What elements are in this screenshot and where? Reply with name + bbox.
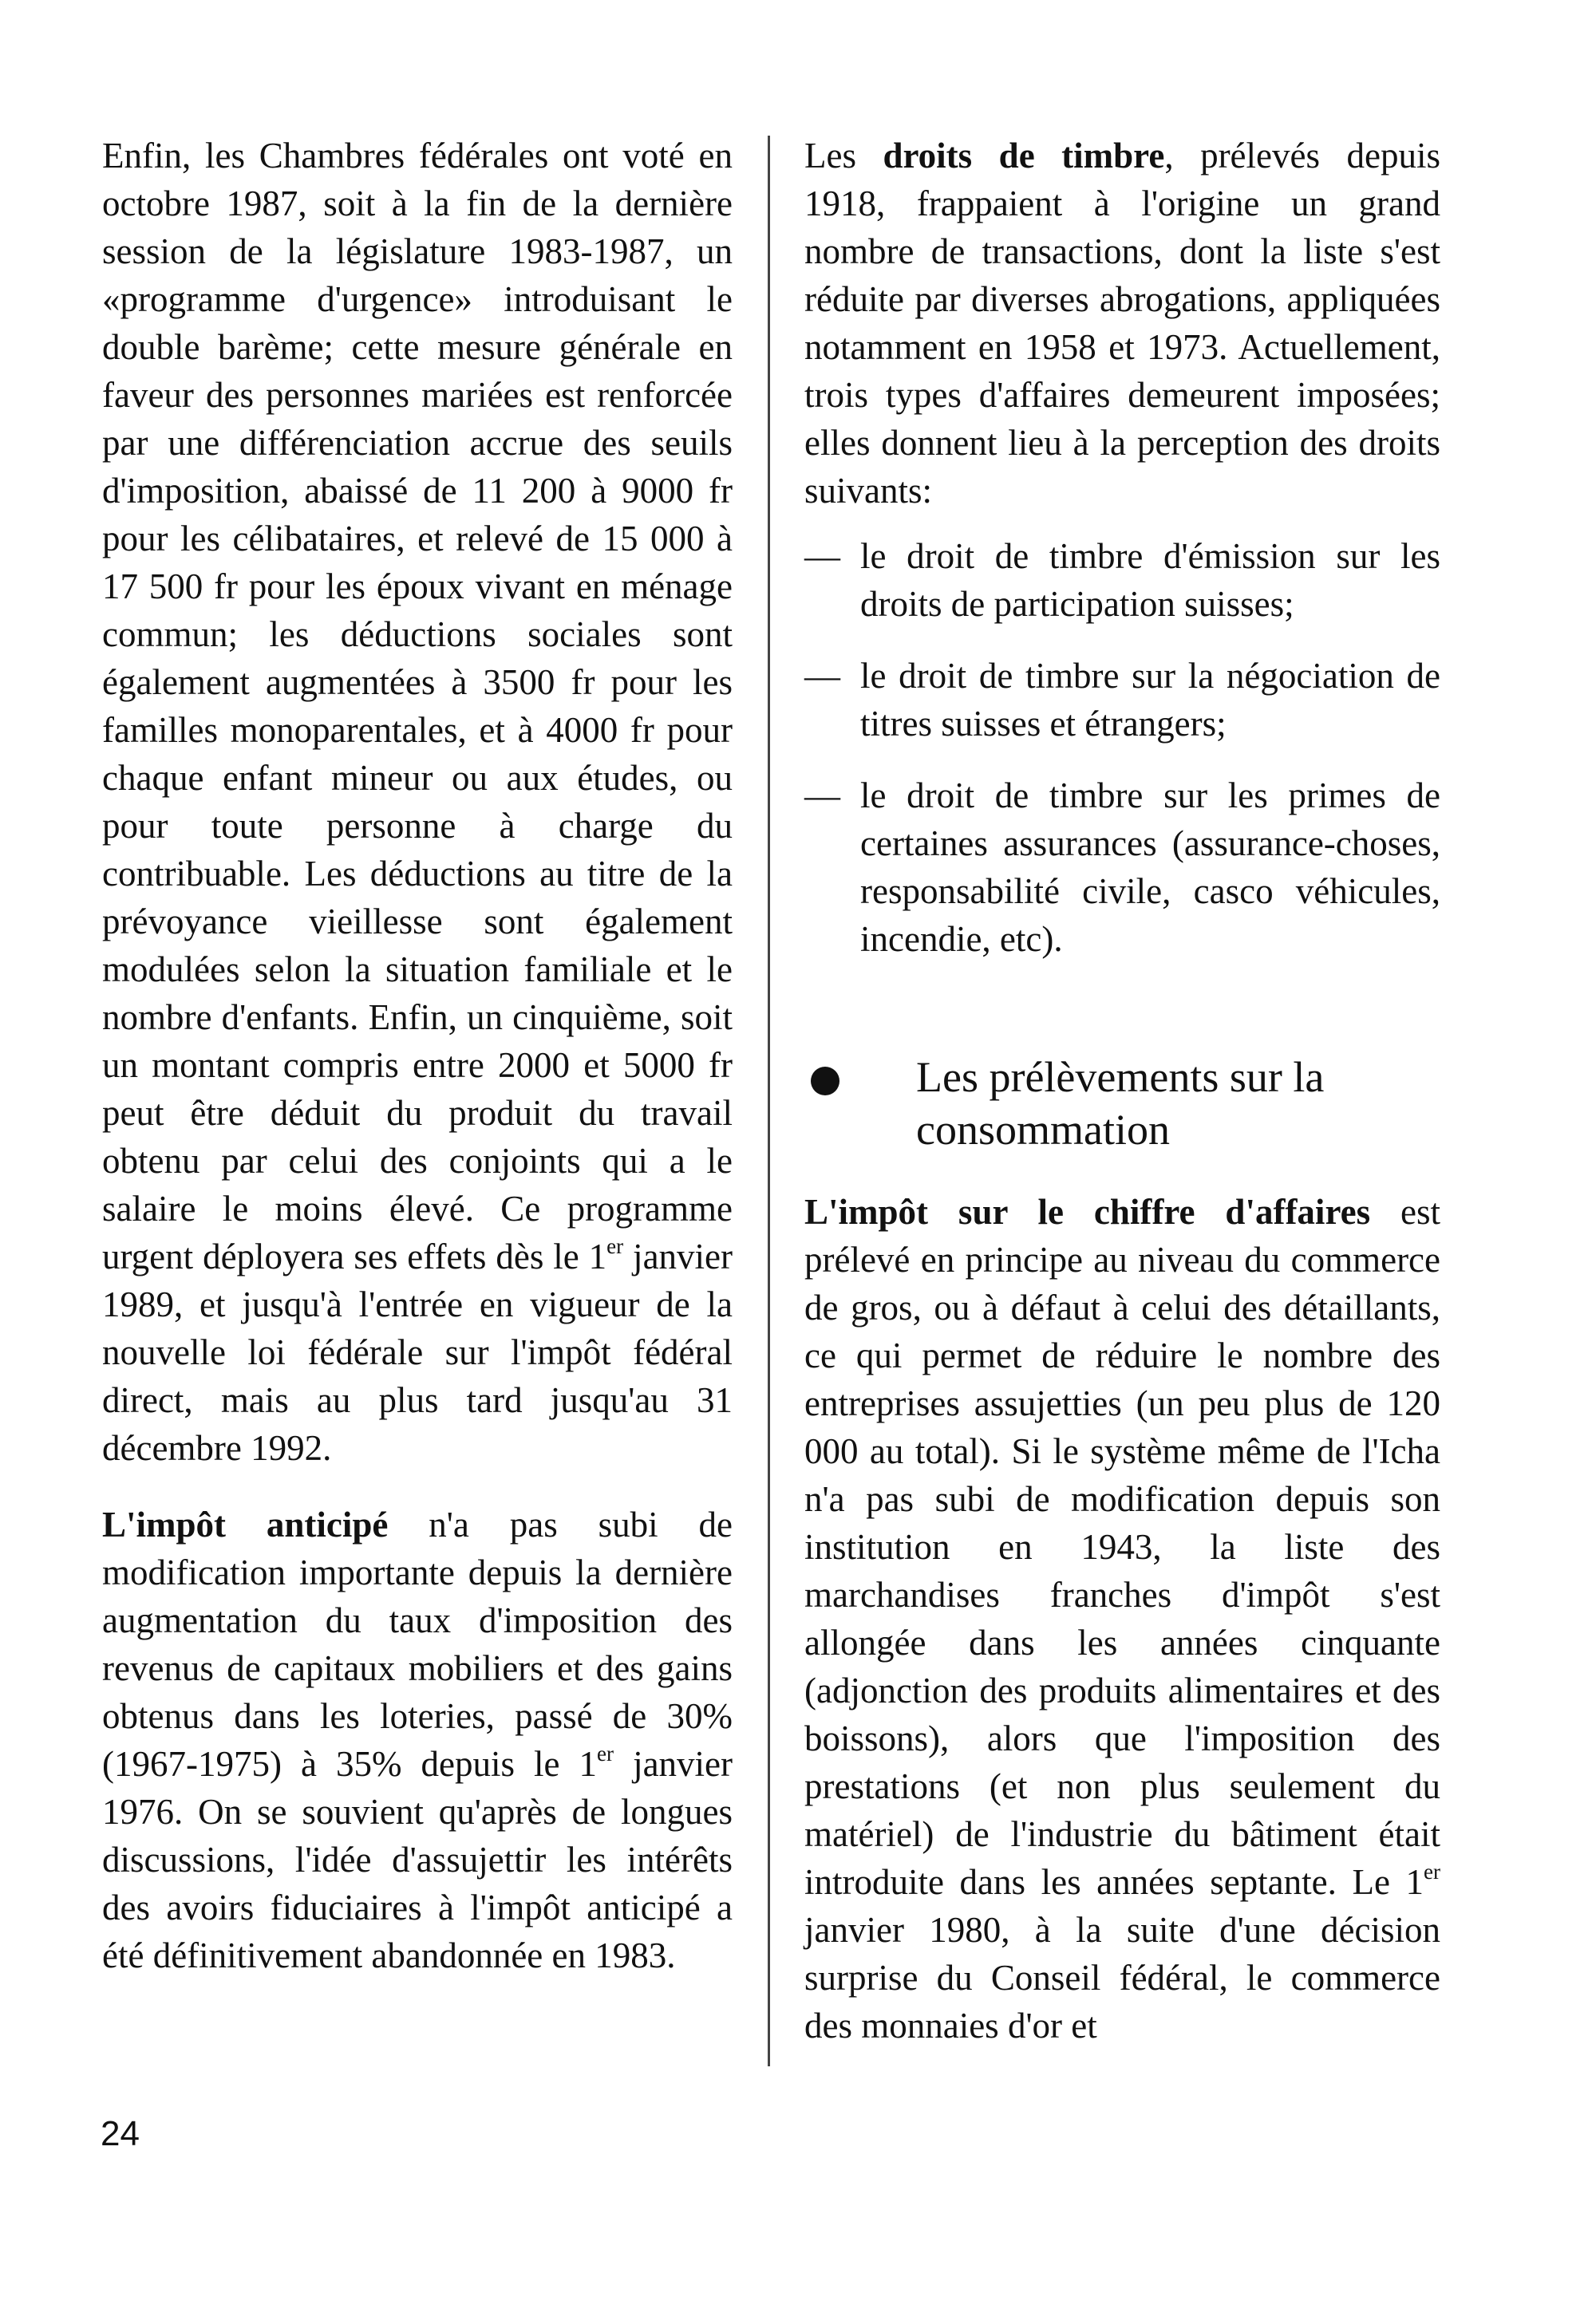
stamp-duties-list [804,532,1440,963]
term-impot-anticipe: L'impôt anticipé [102,1505,389,1545]
left-column [102,132,733,1979]
dash-marker: — [804,775,840,815]
list-item: — le droit de timbre sur la négociation de titres suisses et étrangers; [804,652,1440,748]
dash-marker: — [804,656,840,696]
paragraph-icha: L'impôt sur le chiffre d'affaires est prélevé en principe au niveau du commerce de gros, ou à défaut à celui des détaillants, ce qui permet de réduire le nombre des entreprises assujetties (un peu plus de 120 000 au total). Si le système même de l'Icha n'a pas subi de modification depuis son institution en 1943, la liste des marchandises franches d'impôt s'est allongée dans les années cinquante (adjonction des produits alimentaires et des boissons), alors que l'imposition des prestations (et non plus seulement du matériel) de l'industrie du bâtiment était introduite dans les années septante. Le 1er janvier 1980, à la suite d'une décision surprise du Conseil fédéral, le commerce des monnaies d'or et [804,1192,1440,2046]
list-item: — le droit de timbre d'émission sur les droits de participation suisses; [804,532,1440,628]
column-divider [768,136,770,2066]
bullet-icon [811,1067,839,1095]
paragraph-impot-anticipe: L'impôt anticipé n'a pas subi de modification importante depuis la dernière augmentation du taux d'imposition des revenus de capitaux mobiliers et des gains obtenus dans les loteries, passé de 30% (1967-1975) à 35% depuis le 1er janvier 1976. On se souvient qu'après de longues discussions, l'idée d'assujettir les intérêts des avoirs fiduciaires à l'impôt anticipé a été définitivement abandonnée en 1983. [102,1505,733,1975]
dash-marker: — [804,536,840,576]
section-heading: Les prélèvements sur la consommation [804,1051,1440,1156]
list-item: — le droit de timbre sur les primes de certaines assurances (assurance-choses, responsabilité civile, casco véhicules, incendie, etc). [804,771,1440,963]
paragraph-double-bareme: Enfin, les Chambres fédérales ont voté en octobre 1987, soit à la fin de la dernière session de la législature 1983-1987, un «programme d'urgence» introduisant le double barème; cette mesure générale en faveur des personnes mariées est renforcée par une différenciation accrue des seuils d'imposition, abaissé de 11 200 à 9000 fr pour les célibataires, et relevé de 15 000 à 17 500 fr pour les époux vivant en ménage commun; les déductions sociales sont également augmentées à 3500 fr pour les familles monoparentales, et à 4000 fr pour chaque enfant mineur ou aux études, ou pour toute personne à charge du contribuable. Les déductions au titre de la prévoyance vieillesse sont également modulées selon la situation familiale et le nombre d'enfants. Enfin, un cinquième, soit un montant compris entre 2000 et 5000 fr peut être déduit du produit du travail obtenu par celui des conjoints qui a le salaire le moins élevé. Ce programme urgent déployera ses effets dès le 1er janvier 1989, et jusqu'à l'entrée en vigueur de la nouvelle loi fédérale sur l'impôt fédéral direct, mais au plus tard jusqu'au 31 décembre 1992. [102,136,733,1468]
term-impot-chiffre-affaires: L'impôt sur le chiffre d'affaires [804,1192,1371,1232]
paragraph-droits-de-timbre: Les droits de timbre, prélevés depuis 1918, frappaient à l'origine un grand nombre de transactions, dont la liste s'est réduite par diverses abrogations, appliquées notamment en 1958 et 1973. Actuellement, trois types d'affaires demeurent imposées; elles donnent lieu à la perception des droits suivants: [804,136,1440,511]
right-column [804,132,1440,2050]
page-number: 24 [101,2114,140,2153]
term-droits-de-timbre: droits de timbre [883,136,1165,176]
